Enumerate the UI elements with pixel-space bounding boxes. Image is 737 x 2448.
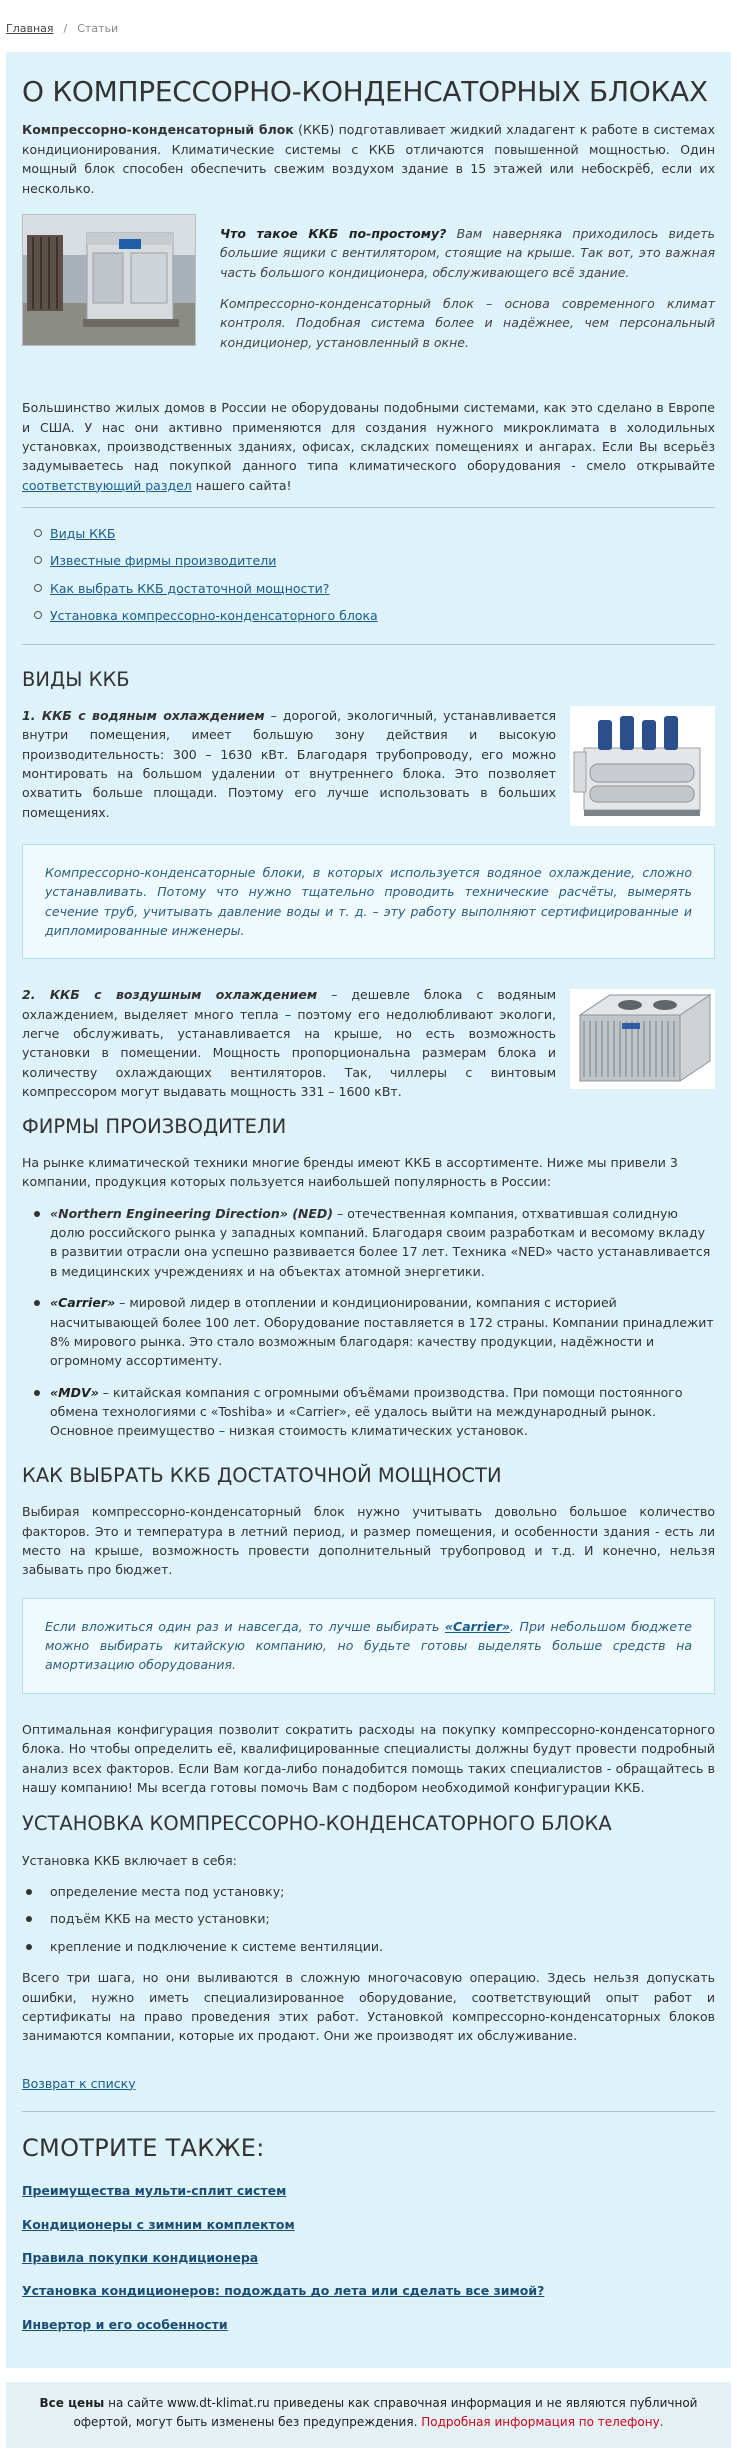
toc-item: [34, 524, 715, 543]
firm-item-ned: [22, 1204, 715, 1282]
page-title: О КОМПРЕССОРНО-КОНДЕНСАТОРНЫХ БЛОКАХ: [22, 75, 708, 108]
breadcrumb-home-link[interactable]: Главная: [6, 22, 54, 35]
air-cooled-unit-photo: [570, 989, 715, 1089]
price-disclaimer: [6, 2382, 731, 2448]
see-also-link[interactable]: Правила покупки кондиционера: [22, 2249, 259, 2265]
choose-paragraph-2: Оптимальная конфигурация позволит сократить расходы на покупку компрессорно-конденсаторного блока. Но чтобы определить её, квалифицированные специалисты должны будут провести подробный анализ всех факторов. Если Вам когда-либо понадобится помощь таких специалистов - обращайтесь в нашу компанию! Мы всегда готовы помочь Вам с подбором необходимой конфигурации ККБ.: [22, 1721, 715, 1795]
intro-block: [22, 214, 715, 364]
firm-name-ned: «Northern Engineering Direction» (NED): [50, 1205, 334, 1221]
carrier-link[interactable]: «Carrier»: [444, 1618, 511, 1634]
divider: [22, 2111, 715, 2112]
intro-question-bold: Что такое ККБ по-простому?: [220, 225, 447, 241]
disclaimer-phone-info: Подробная информация по телефону.: [421, 2415, 664, 2430]
toc-link-types[interactable]: Виды ККБ: [50, 526, 116, 542]
firm-link-mdv[interactable]: «MDV»: [50, 1384, 99, 1400]
water-cooled-title: 1. ККБ с водяным охлаждением: [22, 707, 265, 723]
section-heading-types: ВИДЫ ККБ: [22, 667, 130, 691]
firm-item-carrier: [22, 1293, 715, 1371]
intro-text: [220, 214, 715, 364]
firm-text-mdv: – китайская компания с огромными объёмами производства. При помощи постоянного обмена технологиями с «Toshiba» и «Carrier», её удалось выйти на международный рынок. Основное преимущество – низкая стоимость климатических установок.: [50, 1384, 683, 1439]
air-cooled-unit-illustration: [570, 989, 715, 1089]
intro-paragraph-2: Компрессорно-конденсаторный блок – основа современного климат контроля. Подобная система более и надёжнее, чем персональный кондиционер, установленный в окне.: [220, 296, 715, 350]
toc-link-choose[interactable]: Как выбрать ККБ достаточной мощности?: [50, 580, 330, 596]
air-cooled-block: [22, 985, 715, 1101]
water-cooled-description: – дорогой, экологичный, устанавливается внутри помещения, имеет большую зону действия и высокую производительность: 300 – 1630 кВт. Благодаря трубопроводу, его можно монтировать на большом удалении от внутреннего блока. Это позволяет охватить больше площади. Поэтому его лучше использовать в больших помещениях.: [22, 707, 556, 820]
breadcrumb: [0, 0, 737, 52]
table-of-contents: [34, 524, 715, 626]
choose-note-a: Если вложиться один раз и навсегда, то лучше выбирать: [45, 1618, 445, 1634]
russia-paragraph: [22, 398, 715, 495]
lead-text: (ККБ) подготавливает жидкий хладагент к работе в системах кондиционирования. Климатические системы с ККБ отличаются повышенной мощностью. Один мощный блок способен обеспечить свежим воздухом здание в 15 этажей или небоскрёб, если их несколько.: [22, 122, 715, 196]
catalog-section-link[interactable]: соответствующий раздел: [22, 477, 192, 493]
firm-text-ned: – отечественная компания, отхватившая солидную долю российского рынка у западных компаний. Благодаря своим разработкам и весомому вкладу в развитии отрасли она успешно развивается более 17 лет. Техника «NED» часто устанавливается в медицинских учреждениях и на объектах атомной энергетики.: [50, 1205, 711, 1279]
choose-note: [22, 1598, 715, 1694]
firm-link-carrier[interactable]: «Carrier»: [50, 1295, 116, 1311]
install-steps: [22, 1882, 715, 1956]
section-heading-firms: ФИРМЫ ПРОИЗВОДИТЕЛИ: [22, 1114, 287, 1138]
install-step: подъём ККБ на место установки;: [22, 1909, 715, 1928]
russia-text: Большинство жилых домов в России не оборудованы подобными системами, как это сделано в Европе и США. У нас они активно применяются для создания нужного микроклимата в холодильных установках, производственных зданиях, офисах, складских помещениях и ангарах. Если Вы всерьёз задумываетесь над покупкой данного типа климатического оборудования - смело открывайте: [22, 400, 715, 474]
choose-paragraph-1: Выбирая компрессорно-конденсаторный блок нужно учитывать довольно большое количество факторов. Это и температура в летний период, и размер помещения, и особенности здания - есть ли место на крыше, возможность провести дополнительный трубопровод и т.д. И конечно, нельзя забывать про бюджет.: [22, 1504, 715, 1578]
water-cooled-unit-illustration: [570, 706, 715, 826]
back-to-list-link[interactable]: Возврат к списку: [22, 2075, 136, 2091]
water-cooled-text: [22, 706, 556, 826]
see-also-link[interactable]: Преимущества мульти-сплит систем: [22, 2183, 287, 2199]
install-step: определение места под установку;: [22, 1882, 715, 1901]
intro-question: [220, 224, 715, 282]
back-container: [22, 2074, 715, 2093]
divider: [22, 644, 715, 645]
lead-paragraph: [22, 120, 715, 198]
air-cooled-description: – дешевле блока с водяным охлаждением, выделяет много тепла – поэтому его недолюбливают экологи, легче обслуживать, устанавливается на крыше, но есть возможность установки в помещении. Мощность пропорциональна размерам блока и количеству охлаждающих вентиляторов. Так, чиллеры с винтовым компрессором могут выдавать мощность 331 – 1600 кВт.: [22, 987, 556, 1100]
disclaimer-text: на сайте www.dt-klimat.ru приведены как справочная информация и не являются публичной офертой, могут быть изменены без предупреждения.: [73, 2396, 698, 2430]
water-cooling-note: Компрессорно-конденсаторные блоки, в которых используется водяное охлаждение, сложно устанавливать. Потому что нужно тщательно проводить технические расчёты, вымерять сечение труб, учитывать давление воды и т. д. – эту работу выполняют сертифицированные и дипломированные инженеры.: [22, 844, 715, 960]
firm-item-mdv: [22, 1383, 715, 1441]
firm-text-carrier: – мировой лидер в отоплении и кондиционировании, компания с историей насчитывающей более 100 лет. Оборудование поставляется в 172 страны. Компании принадлежит 8% мирового рынка. Это стало возможным благодаря: качеству продукции, надёжности и огромному ассортименту.: [50, 1295, 714, 1369]
see-also-title: СМОТРИТЕ ТАКЖЕ:: [22, 2134, 265, 2163]
article: [6, 52, 731, 2368]
toc-item: [34, 606, 715, 625]
rooftop-unit-photo: [22, 214, 196, 346]
install-step: крепление и подключение к системе вентиляции.: [22, 1937, 715, 1956]
breadcrumb-separator: /: [63, 22, 68, 35]
toc-item: [34, 551, 715, 570]
see-also-list: [22, 2181, 715, 2334]
breadcrumb-current: Статьи: [77, 22, 119, 35]
toc-item: [34, 579, 715, 598]
see-also-link[interactable]: Инвертор и его особенности: [22, 2316, 228, 2332]
divider: [22, 507, 715, 508]
firms-intro: На рынке климатической техники многие бренды имеют ККБ в ассортименте. Ниже мы привели 3 компании, продукция которых пользуется наибольшей популярность в России:: [22, 1154, 678, 1190]
russia-tail: нашего сайта!: [191, 477, 292, 493]
lead-bold: Компрессорно-конденсаторный блок: [22, 122, 294, 138]
rooftop-unit-illustration: [23, 215, 196, 346]
section-heading-install: УСТАНОВКА КОМПРЕССОРНО-КОНДЕНСАТОРНОГО БЛОКА: [22, 1812, 612, 1836]
air-cooled-text: [22, 985, 556, 1101]
intro-question-text: Вам наверняка приходилось видеть большие ящики с вентилятором, стоящие на крыше. Так вот, это важная часть большого кондиционера, обслуживающего всё здание.: [220, 225, 716, 280]
install-paragraph: Всего три шага, но они выливаются в сложную многочасовую операцию. Здесь нельзя допускать ошибки, нужно иметь специализированное оборудование, соответствующий опыт работ и сертификаты на право проведения этих работ. Установкой компрессорно-конденсаторных блоков занимаются компании, которые их продают. Они же производят их обслуживание.: [22, 1970, 715, 2044]
choose-note-b: . При небольшом бюджете можно выбирать китайскую компанию, но будьте готовы выделять больше средств на амортизацию оборудования.: [45, 1618, 692, 1673]
water-cooled-unit-photo: [570, 706, 715, 826]
see-also-link[interactable]: Установка кондиционеров: подождать до лета или сделать все зимой?: [22, 2283, 545, 2299]
toc-link-install[interactable]: Установка компрессорно-конденсаторного блока: [50, 608, 378, 624]
install-intro: Установка ККБ включает в себя:: [22, 1852, 237, 1868]
disclaimer-bold: Все цены: [39, 2396, 105, 2411]
water-cooled-block: [22, 706, 715, 826]
air-cooled-title: 2. ККБ с воздушным охлаждением: [22, 987, 318, 1003]
see-also-link[interactable]: Кондиционеры с зимним комплектом: [22, 2216, 295, 2232]
firms-list: [22, 1204, 715, 1441]
toc-link-firms[interactable]: Известные фирмы производители: [50, 553, 277, 569]
section-heading-choose: КАК ВЫБРАТЬ ККБ ДОСТАТОЧНОЙ МОЩНОСТИ: [22, 1463, 502, 1487]
